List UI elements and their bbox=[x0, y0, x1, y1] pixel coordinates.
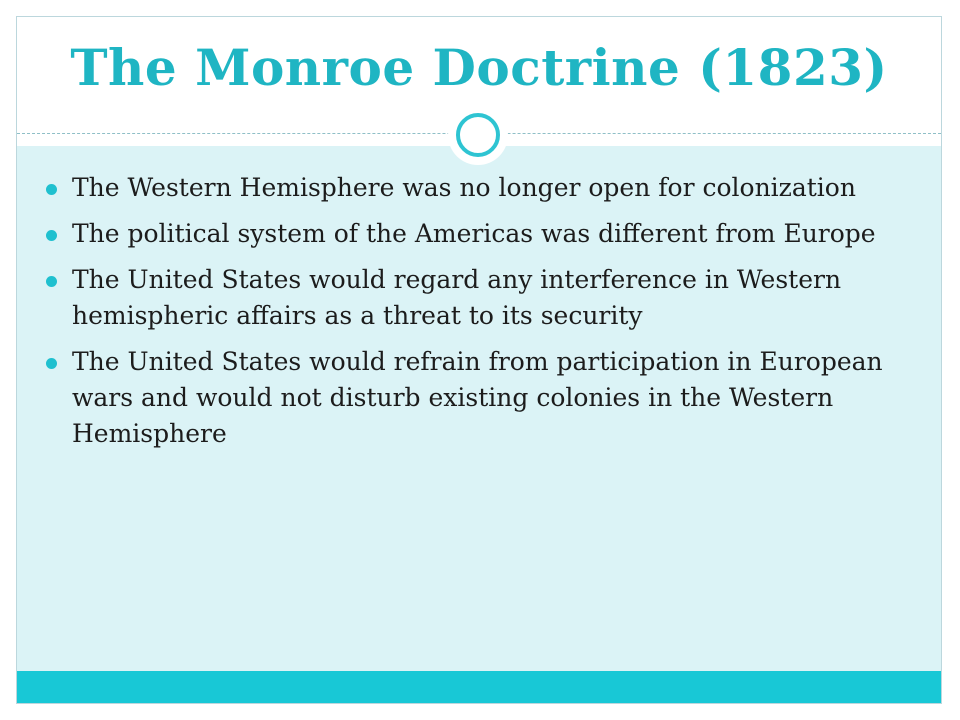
circle-ring-icon bbox=[456, 113, 500, 157]
bullet-text: The Western Hemisphere was no longer open for colonization bbox=[72, 173, 856, 202]
slide-title: The Monroe Doctrine (1823) bbox=[70, 38, 888, 97]
footer-band bbox=[17, 671, 941, 703]
bullet-item bbox=[46, 344, 926, 452]
bullet-item bbox=[46, 170, 926, 206]
bullet-text: The United States would refrain from participation in European wars and would not disturb existing colonies in the Western Hemisphere bbox=[72, 347, 883, 448]
bullet-item bbox=[46, 262, 926, 334]
bullet-item bbox=[46, 216, 926, 252]
bullet-list bbox=[46, 170, 926, 462]
bullet-dot-icon bbox=[46, 276, 57, 287]
bullet-dot-icon bbox=[46, 230, 57, 241]
bullet-dot-icon bbox=[46, 184, 57, 195]
bullet-dot-icon bbox=[46, 358, 57, 369]
bullet-text: The United States would regard any interference in Western hemispheric affairs as a threat to its security bbox=[72, 265, 842, 330]
bullet-text: The political system of the Americas was different from Europe bbox=[72, 219, 876, 248]
